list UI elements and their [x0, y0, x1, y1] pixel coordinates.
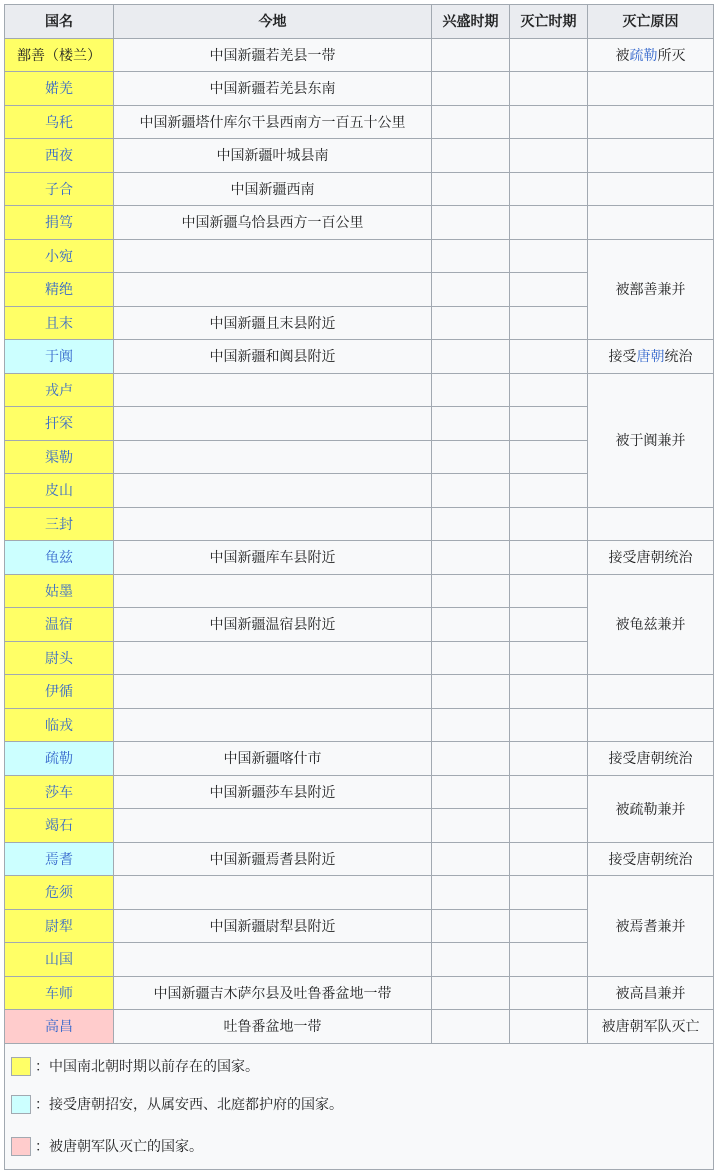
- state-name-link[interactable]: 扞罙: [45, 416, 73, 433]
- state-name-link[interactable]: 疏勒: [45, 751, 73, 768]
- header-fall-reason[interactable]: 灭亡原因: [588, 5, 714, 39]
- state-name-link[interactable]: 温宿: [45, 617, 73, 634]
- fall-cell: [510, 273, 588, 307]
- reason-cell: 被唐朝军队灭亡: [588, 1010, 714, 1044]
- state-name-cell: [5, 574, 114, 608]
- location-cell: 中国新疆和阗县附近: [114, 340, 432, 374]
- state-name-link[interactable]: 龟兹: [45, 550, 73, 567]
- legend: [5, 1043, 714, 1169]
- legend-swatch-yellow: [11, 1057, 31, 1076]
- peak-cell: [432, 842, 510, 876]
- state-name-cell: [5, 373, 114, 407]
- table-row: [5, 742, 714, 776]
- table-row: [5, 1010, 714, 1044]
- legend-text: ：接受唐朝招安，从属安西、北庭都护府的国家。: [35, 1097, 343, 1113]
- location-cell: 中国新疆尉犁县附近: [114, 909, 432, 943]
- fall-cell: [510, 742, 588, 776]
- peak-cell: [432, 943, 510, 977]
- state-name-cell: [5, 507, 114, 541]
- table-row: [5, 172, 714, 206]
- reason-cell: 被高昌兼并: [588, 976, 714, 1010]
- location-cell: [114, 675, 432, 709]
- table-row: [5, 72, 714, 106]
- location-cell: [114, 574, 432, 608]
- peak-cell: [432, 38, 510, 72]
- state-name-cell: [5, 72, 114, 106]
- peak-cell: [432, 675, 510, 709]
- location-cell: [114, 474, 432, 508]
- state-name-link[interactable]: 焉耆: [45, 851, 73, 868]
- table-row: [5, 139, 714, 173]
- state-name-cell: [5, 775, 114, 809]
- reason-cell: [588, 139, 714, 173]
- legend-text: ：被唐朝军队灭亡的国家。: [35, 1139, 203, 1155]
- table-row: [5, 574, 714, 608]
- location-cell: [114, 708, 432, 742]
- location-cell: [114, 876, 432, 910]
- state-name-cell: [5, 809, 114, 843]
- state-name-cell: [5, 1010, 114, 1044]
- fall-cell: [510, 809, 588, 843]
- location-cell: [114, 239, 432, 273]
- fall-cell: [510, 340, 588, 374]
- location-cell: [114, 809, 432, 843]
- peak-cell: [432, 608, 510, 642]
- reason-link[interactable]: 唐朝: [636, 349, 665, 366]
- table-row: [5, 105, 714, 139]
- fall-cell: [510, 641, 588, 675]
- legend-item: [11, 1047, 707, 1085]
- reason-cell: 被于阗兼并: [588, 373, 714, 507]
- location-cell: [114, 943, 432, 977]
- header-name[interactable]: 国名: [5, 5, 114, 39]
- reason-cell: 接受唐朝统治: [588, 842, 714, 876]
- state-name-link[interactable]: 尉头: [45, 650, 73, 667]
- reason-cell: 被疏勒所灭: [588, 38, 714, 72]
- reason-cell: 接受唐朝统治: [588, 742, 714, 776]
- location-cell: [114, 440, 432, 474]
- state-name-cell: [5, 541, 114, 575]
- legend-swatch-cyan: [11, 1095, 31, 1114]
- fall-cell: [510, 306, 588, 340]
- header-peak-period[interactable]: 兴盛时期: [432, 5, 510, 39]
- table-row: [5, 206, 714, 240]
- state-name-cell: [5, 105, 114, 139]
- location-cell: 中国新疆温宿县附近: [114, 608, 432, 642]
- peak-cell: [432, 507, 510, 541]
- state-name-link[interactable]: 三封: [45, 516, 73, 533]
- location-cell: 中国新疆西南: [114, 172, 432, 206]
- location-cell: 中国新疆库车县附近: [114, 541, 432, 575]
- peak-cell: [432, 809, 510, 843]
- fall-cell: [510, 206, 588, 240]
- location-cell: [114, 507, 432, 541]
- fall-cell: [510, 876, 588, 910]
- state-name-cell: [5, 206, 114, 240]
- peak-cell: [432, 407, 510, 441]
- reason-cell: [588, 507, 714, 541]
- peak-cell: [432, 574, 510, 608]
- legend-item: [11, 1127, 707, 1165]
- table-row: [5, 507, 714, 541]
- reason-cell: [588, 675, 714, 709]
- state-name-cell: [5, 675, 114, 709]
- fall-cell: [510, 139, 588, 173]
- state-name-cell: [5, 172, 114, 206]
- table-row: [5, 976, 714, 1010]
- state-name-link[interactable]: 精绝: [45, 282, 73, 299]
- state-name-link[interactable]: 伊循: [45, 684, 73, 701]
- location-cell: [114, 273, 432, 307]
- state-name-link[interactable]: 捐笃: [45, 215, 73, 232]
- fall-cell: [510, 943, 588, 977]
- fall-cell: [510, 708, 588, 742]
- reason-cell: [588, 105, 714, 139]
- reason-cell: 被鄯善兼并: [588, 239, 714, 340]
- state-name: 鄯善（楼兰）: [17, 47, 101, 64]
- fall-cell: [510, 976, 588, 1010]
- peak-cell: [432, 474, 510, 508]
- state-name-link[interactable]: 山国: [45, 952, 73, 969]
- reason-link[interactable]: 疏勒: [629, 47, 658, 64]
- location-cell: 中国新疆吉木萨尔县及吐鲁番盆地一带: [114, 976, 432, 1010]
- state-name-link[interactable]: 皮山: [45, 483, 73, 500]
- location-cell: [114, 641, 432, 675]
- peak-cell: [432, 206, 510, 240]
- state-name-cell: [5, 407, 114, 441]
- state-name-link[interactable]: 高昌: [45, 1019, 73, 1036]
- location-cell: 中国新疆莎车县附近: [114, 775, 432, 809]
- peak-cell: [432, 105, 510, 139]
- state-name-link[interactable]: 戎卢: [45, 382, 73, 399]
- state-name-cell: [5, 608, 114, 642]
- location-cell: 中国新疆乌恰县西方一百公里: [114, 206, 432, 240]
- peak-cell: [432, 1010, 510, 1044]
- peak-cell: [432, 139, 510, 173]
- state-name-cell: [5, 306, 114, 340]
- table-row: [5, 373, 714, 407]
- peak-cell: [432, 775, 510, 809]
- fall-cell: [510, 239, 588, 273]
- state-name-cell: [5, 641, 114, 675]
- state-name-link[interactable]: 婼羌: [45, 81, 73, 98]
- state-name-link[interactable]: 车师: [45, 985, 73, 1002]
- peak-cell: [432, 708, 510, 742]
- peak-cell: [432, 172, 510, 206]
- peak-cell: [432, 373, 510, 407]
- peak-cell: [432, 909, 510, 943]
- peak-cell: [432, 440, 510, 474]
- table-row: [5, 675, 714, 709]
- header-row: [5, 5, 714, 39]
- location-cell: 中国新疆且末县附近: [114, 306, 432, 340]
- fall-cell: [510, 474, 588, 508]
- table-row: [5, 38, 714, 72]
- fall-cell: [510, 507, 588, 541]
- table-row: [5, 708, 714, 742]
- location-cell: 中国新疆若羌县东南: [114, 72, 432, 106]
- table-row: [5, 541, 714, 575]
- peak-cell: [432, 641, 510, 675]
- state-name-link[interactable]: 乌秅: [45, 114, 73, 131]
- state-name-cell: [5, 708, 114, 742]
- peak-cell: [432, 976, 510, 1010]
- reason-cell: [588, 72, 714, 106]
- state-name-cell: [5, 876, 114, 910]
- fall-cell: [510, 775, 588, 809]
- fall-cell: [510, 407, 588, 441]
- peak-cell: [432, 541, 510, 575]
- reason-cell: [588, 708, 714, 742]
- peak-cell: [432, 72, 510, 106]
- legend-swatch-pink: [11, 1137, 31, 1156]
- fall-cell: [510, 675, 588, 709]
- location-cell: [114, 373, 432, 407]
- table-row: [5, 842, 714, 876]
- state-name-cell: [5, 976, 114, 1010]
- state-name-cell: [5, 474, 114, 508]
- header-location[interactable]: 今地: [114, 5, 432, 39]
- reason-cell: 接受唐朝统治: [588, 340, 714, 374]
- fall-cell: [510, 72, 588, 106]
- legend-row: [5, 1043, 714, 1169]
- state-name-cell: [5, 273, 114, 307]
- reason-cell: 接受唐朝统治: [588, 541, 714, 575]
- state-name-cell: [5, 909, 114, 943]
- location-cell: [114, 407, 432, 441]
- peak-cell: [432, 273, 510, 307]
- state-name-cell: [5, 340, 114, 374]
- reason-cell: [588, 172, 714, 206]
- fall-cell: [510, 1010, 588, 1044]
- reason-cell: 被龟兹兼并: [588, 574, 714, 675]
- state-name-link[interactable]: 临戎: [45, 717, 73, 734]
- state-name-cell: [5, 943, 114, 977]
- state-name-cell: [5, 139, 114, 173]
- fall-cell: [510, 373, 588, 407]
- state-name-link[interactable]: 竭石: [45, 818, 73, 835]
- peak-cell: [432, 239, 510, 273]
- peak-cell: [432, 742, 510, 776]
- peak-cell: [432, 876, 510, 910]
- states-table: [4, 4, 714, 1170]
- fall-cell: [510, 574, 588, 608]
- peak-cell: [432, 340, 510, 374]
- state-name-link[interactable]: 渠勒: [45, 449, 73, 466]
- fall-cell: [510, 909, 588, 943]
- location-cell: 中国新疆喀什市: [114, 742, 432, 776]
- state-name-link[interactable]: 且末: [45, 315, 73, 332]
- state-name-link[interactable]: 西夜: [45, 148, 73, 165]
- table-row: [5, 340, 714, 374]
- location-cell: 中国新疆塔什库尔干县西南方一百五十公里: [114, 105, 432, 139]
- state-name-link[interactable]: 姑墨: [45, 583, 73, 600]
- header-fall-period[interactable]: 灭亡时期: [510, 5, 588, 39]
- location-cell: 中国新疆叶城县南: [114, 139, 432, 173]
- fall-cell: [510, 172, 588, 206]
- state-name-cell: [5, 742, 114, 776]
- reason-cell: [588, 206, 714, 240]
- legend-item: [11, 1085, 707, 1123]
- location-cell: 中国新疆若羌县一带: [114, 38, 432, 72]
- fall-cell: [510, 105, 588, 139]
- fall-cell: [510, 541, 588, 575]
- state-name-link[interactable]: 小宛: [45, 248, 73, 265]
- peak-cell: [432, 306, 510, 340]
- location-cell: 中国新疆焉耆县附近: [114, 842, 432, 876]
- fall-cell: [510, 440, 588, 474]
- state-name-link[interactable]: 尉犁: [45, 918, 73, 935]
- state-name-link[interactable]: 于阗: [45, 349, 73, 366]
- state-name-link[interactable]: 莎车: [45, 784, 73, 801]
- state-name-cell: [5, 842, 114, 876]
- table-row: [5, 239, 714, 273]
- reason-cell: 被疏勒兼并: [588, 775, 714, 842]
- fall-cell: [510, 38, 588, 72]
- state-name-cell: [5, 38, 114, 72]
- state-name-link[interactable]: 子合: [45, 181, 73, 198]
- location-cell: 吐鲁番盆地一带: [114, 1010, 432, 1044]
- legend-text: ：中国南北朝时期以前存在的国家。: [35, 1059, 259, 1075]
- state-name-cell: [5, 239, 114, 273]
- fall-cell: [510, 842, 588, 876]
- state-name-link[interactable]: 危须: [45, 885, 73, 902]
- reason-cell: 被焉耆兼并: [588, 876, 714, 977]
- fall-cell: [510, 608, 588, 642]
- state-name-cell: [5, 440, 114, 474]
- table-row: [5, 775, 714, 809]
- table-row: [5, 876, 714, 910]
